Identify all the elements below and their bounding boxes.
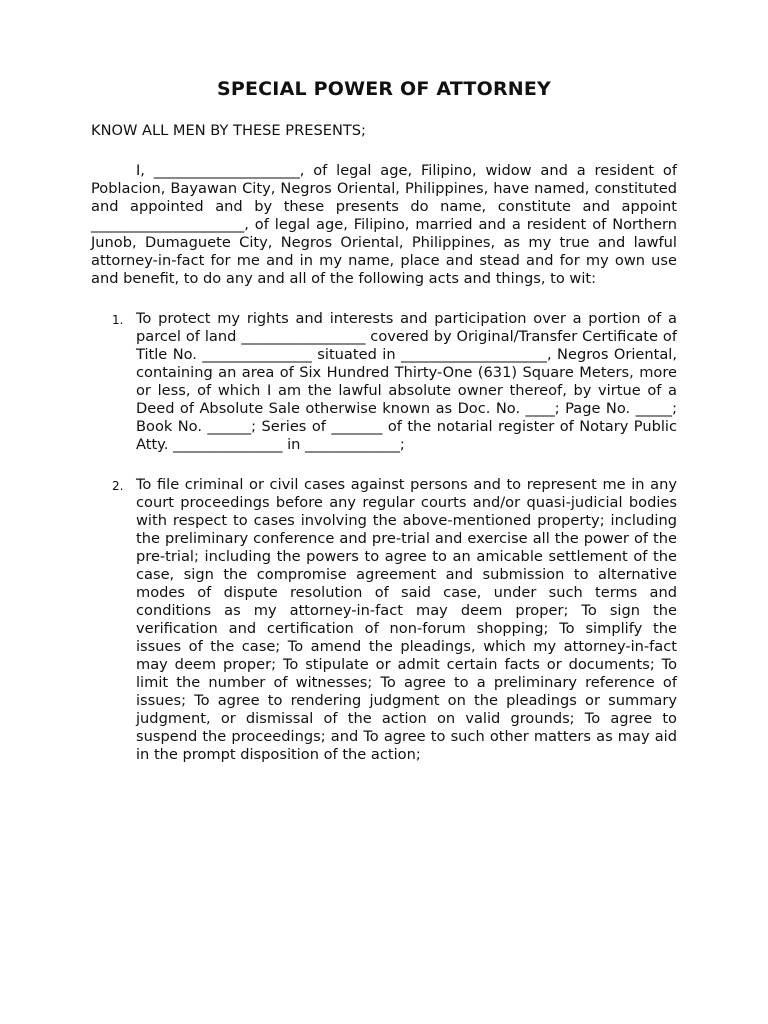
list-item (91, 476, 677, 764)
powers-list (91, 310, 677, 764)
list-item-text: To file criminal or civil cases against persons and to represent me in any court proceedings before any regular courts and/or quasi-judicial bodies with respect to cases involving the above-mentioned property; including the preliminary conference and pre-trial and exercise all the power of the pre-trial; including the powers to agree to an amicable settlement of the case, sign the compromise agreement and submission to alternative modes of dispute resolution of said case, under such terms and conditions as my attorney-in-fact may deem proper; To sign the verification and certification of non-forum shopping; To simplify the issues of the case; To amend the pleadings, which my attorney-in-fact may deem proper; To stipulate or admit certain facts or documents; To limit the number of witnesses; To agree to a preliminary reference of issues; To agree to rendering judgment on the pleadings or summary judgment, or dismissal of the action on valid grounds; To agree to suspend the proceedings; and To agree to such other matters as may aid in the prompt disposition of the action; (136, 476, 677, 763)
opening-clause: KNOW ALL MEN BY THESE PRESENTS; (91, 122, 366, 139)
list-item-text: To protect my rights and interests and participation over a portion of a parcel of land _________________ covered by Original/Transfer Certificate of Title No. _______________ situated in ____________________, Negros Oriental, containing an area of Six Hundred Thirty-One (631) Square Meters, more or less, of which I am the lawful absolute owner thereof, by virtue of a Deed of Absolute Sale otherwise known as Doc. No. ____; Page No. _____; Book No. ______; Series of _______ of the notarial register of Notary Public Atty. _______________ in _____________; (136, 310, 677, 453)
list-item-number: 2. (112, 479, 124, 493)
intro-paragraph: I, ____________________, of legal age, Filipino, widow and a resident of Poblacion, Bayawan City, Negros Oriental, Philippines, have named, constituted and appointed and by these presents do name, constitute and appoint _____________________, of legal age, Filipino, married and a resident of Northern Junob, Dumaguete City, Negros Oriental, Philippines, as my true and lawful attorney-in-fact for me and in my name, place and stead and for my own use and benefit, to do any and all of the following acts and things, to wit: (91, 162, 677, 287)
list-item-number: 1. (112, 313, 124, 327)
list-item (91, 310, 677, 454)
document-title: SPECIAL POWER OF ATTORNEY (216, 78, 552, 100)
